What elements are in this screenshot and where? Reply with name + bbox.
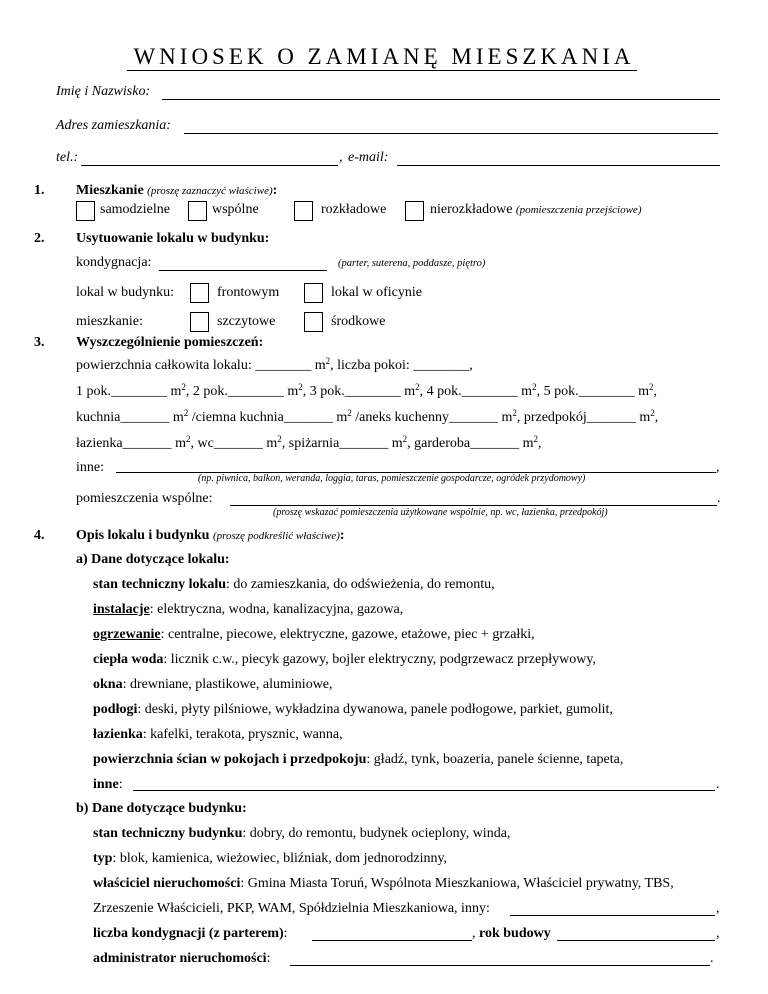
b-floors-colon: : <box>283 926 288 941</box>
sup: 2 <box>415 382 420 392</box>
option-nierozkladowe-label: nierozkładowe <box>430 202 513 217</box>
bathroom-line[interactable] <box>76 436 542 452</box>
hallway: , przedpokój_______ m <box>516 410 651 425</box>
a-value: : licznik c.w., piecyk gazowy, bojler elektryczny, podgrzewacz przepływowy, <box>163 652 596 667</box>
a-value: : kafelki, terakota, prysznic, wanna, <box>142 727 343 742</box>
option-nierozkladowe <box>430 202 641 218</box>
a-row-bathroom[interactable] <box>93 727 343 743</box>
s4-title: Opis lokalu i budynku <box>76 528 210 543</box>
b-floors-field[interactable] <box>312 940 472 941</box>
s4-note: (proszę podkreślić właściwe) <box>212 530 340 542</box>
room-2: , 2 pok.________ m <box>185 384 299 399</box>
email-label: e-mail: <box>348 150 389 165</box>
a-row-condition[interactable] <box>93 577 495 593</box>
b-key: typ <box>93 851 113 866</box>
a-row-floors[interactable] <box>93 702 613 718</box>
a-value: : centralne, piecowe, elektryczne, gazowe, etażowe, piec + grzałki, <box>160 627 535 642</box>
b-floors-key: liczba kondygnacji (z parterem) <box>93 926 284 941</box>
rooms-count-text: , liczba pokoi: ________, <box>330 358 473 373</box>
a-key: łazienka <box>93 727 143 742</box>
a-key: inne <box>93 777 119 792</box>
a-row-windows[interactable] <box>93 677 333 693</box>
b-value: : blok, kamienica, wieżowiec, bliźniak, dom jednorodzinny, <box>112 851 448 866</box>
b-owner-continued: Zrzeszenie Właścicieli, PKP, WAM, Spółdzielnia Mieszkaniowa, inny: <box>93 901 490 916</box>
a-key: instalacje <box>93 602 150 617</box>
a-row-walls[interactable] <box>93 752 623 768</box>
total-area-text: powierzchnia całkowita lokalu: ________ m <box>76 358 326 373</box>
shared-field[interactable] <box>230 505 717 506</box>
wardrobe: , garderoba_______ m <box>407 436 534 451</box>
sup: 2 <box>186 434 191 444</box>
a-row-installations[interactable] <box>93 602 403 618</box>
b-row-owner[interactable] <box>93 876 674 892</box>
address-field[interactable] <box>184 133 718 134</box>
address-label: Adres zamieszkania: <box>56 118 171 133</box>
dark-kitchen: /ciemna kuchnia_______ m <box>188 410 348 425</box>
tel-label: tel.: <box>56 150 79 165</box>
rooms-end: , <box>653 384 657 399</box>
a-key: stan techniczny lokalu <box>93 577 227 592</box>
room-5: , 5 pok.________ m <box>536 384 649 399</box>
a-key: powierzchnia ścian w pokojach i przedpokoju <box>93 752 367 767</box>
total-area-line[interactable] <box>76 358 473 374</box>
a-value: : drewniane, plastikowe, aluminiowe, <box>122 677 333 692</box>
s4-colon: : <box>339 528 345 543</box>
email-field[interactable] <box>397 165 720 166</box>
b-value: : dobry, do remontu, budynek ocieplony, winda, <box>242 826 511 841</box>
location-label: lokal w budynku: <box>76 285 174 300</box>
shared-label: pomieszczenia wspólne: <box>76 491 213 506</box>
b-year-sep: , <box>472 926 476 941</box>
b-admin-label <box>93 951 270 967</box>
a-key: ciepła woda <box>93 652 164 667</box>
bathroom-end: , <box>538 436 542 451</box>
a-value: : gładź, tynk, boazeria, panele ścienne, tapeta, <box>366 752 624 767</box>
shared-note: (proszę wskazać pomieszczenia użytkowane wspólnie, np. wc, łazienka, przedpokój) <box>273 507 608 518</box>
tel-field[interactable] <box>81 165 338 166</box>
s2-title: Usytuowanie lokalu w budynku: <box>76 231 270 246</box>
option-oficyna: lokal w oficynie <box>331 285 422 300</box>
sup: 2 <box>512 408 517 418</box>
a-key: podłogi <box>93 702 138 717</box>
name-field[interactable] <box>162 99 720 100</box>
checkbox-wspolne[interactable] <box>188 201 207 221</box>
a-key: ogrzewanie <box>93 627 161 642</box>
checkbox-oficyna[interactable] <box>304 283 323 303</box>
a-row-hot-water[interactable] <box>93 652 596 668</box>
a-row-heating[interactable] <box>93 627 535 643</box>
bathroom: łazienka_______ m <box>76 436 187 451</box>
rooms-line[interactable] <box>76 384 657 400</box>
a-other-end: . <box>716 777 720 792</box>
room-1: 1 pok.________ m <box>76 384 182 399</box>
room-3: , 3 pok.________ m <box>302 384 416 399</box>
other-label: inne: <box>76 460 104 475</box>
b-year-field[interactable] <box>557 940 715 941</box>
email-separator: , <box>339 150 343 165</box>
s3-number: 3. <box>34 335 45 350</box>
b-owner-end: , <box>716 901 720 916</box>
kitchen-line[interactable] <box>76 410 658 426</box>
s3-title: Wyszczególnienie pomieszczeń: <box>76 335 264 350</box>
b-row-condition[interactable] <box>93 826 510 842</box>
b-admin-colon: : <box>266 951 271 966</box>
section-a-title: a) Dane dotyczące lokalu: <box>76 552 230 567</box>
sup: 2 <box>402 434 408 444</box>
checkbox-nierozkladowe[interactable] <box>405 201 424 221</box>
a-other-field[interactable] <box>133 790 715 791</box>
a-value: : deski, płyty pilśniowe, wykładzina dywanowa, panele podłogowe, parkiet, gumolit, <box>137 702 613 717</box>
sup: 2 <box>181 382 186 392</box>
b-admin-key: administrator nieruchomości <box>93 951 267 966</box>
nierozkladowe-note: (pomieszczenia przejściowe) <box>515 204 642 216</box>
option-samodzielne: samodzielne <box>100 202 170 217</box>
b-year-key: rok budowy <box>479 926 551 941</box>
sup: 2 <box>533 434 539 444</box>
checkbox-frontowym[interactable] <box>190 283 209 303</box>
sup: 2 <box>347 408 352 418</box>
sup: 2 <box>648 382 654 392</box>
page-title: WNIOSEK O ZAMIANĘ MIESZKANIA <box>133 44 635 69</box>
option-srodkowe: środkowe <box>331 314 386 329</box>
kitchen: kuchnia_______ m <box>76 410 184 425</box>
option-rozkladowe: rozkładowe <box>321 202 387 217</box>
sup: 2 <box>183 408 189 418</box>
floor-field[interactable] <box>159 270 327 271</box>
checkbox-szczytowe[interactable] <box>190 312 209 332</box>
kitchen-end: , <box>654 410 659 425</box>
floor-label: kondygnacja: <box>76 255 152 270</box>
b-row-type[interactable] <box>93 851 447 867</box>
b-key: stan techniczny budynku <box>93 826 243 841</box>
sup: 2 <box>277 434 282 444</box>
checkbox-samodzielne[interactable] <box>76 201 95 221</box>
b-admin-field[interactable] <box>290 965 710 966</box>
b-value: : Gmina Miasta Toruń, Wspólnota Mieszkaniowa, Właściciel prywatny, TBS, <box>240 876 674 891</box>
sup: 2 <box>650 408 655 418</box>
s4-heading <box>76 528 345 544</box>
pantry: , spiżarnia_______ m <box>281 436 403 451</box>
a-key: okna <box>93 677 123 692</box>
b-key: właściciel nieruchomości <box>93 876 241 891</box>
flat-label: mieszkanie: <box>76 314 143 329</box>
sup: 2 <box>325 356 331 366</box>
kitchen-annex: /aneks kuchenny_______ m <box>351 410 513 425</box>
a-value: : <box>118 777 123 792</box>
checkbox-rozkladowe[interactable] <box>294 201 313 221</box>
s1-number: 1. <box>34 183 45 198</box>
option-wspolne: wspólne <box>212 202 259 217</box>
b-admin-end: . <box>710 951 714 966</box>
option-szczytowe: szczytowe <box>217 314 276 329</box>
s1-heading <box>76 183 277 199</box>
b-year-label <box>472 926 551 942</box>
sup: 2 <box>532 382 537 392</box>
checkbox-srodkowe[interactable] <box>304 312 323 332</box>
a-value: : do zamieszkania, do odświeżenia, do remontu, <box>226 577 495 592</box>
name-label: Imię i Nazwisko: <box>56 84 151 99</box>
s1-colon: : <box>272 183 278 198</box>
sup: 2 <box>298 382 303 392</box>
b-owner-other-field[interactable] <box>510 915 715 916</box>
s1-title: Mieszkanie <box>76 183 144 198</box>
s4-number: 4. <box>34 528 45 543</box>
shared-end: . <box>717 491 721 506</box>
b-floors-label <box>93 926 288 942</box>
wc: , wc_______ m <box>190 436 278 451</box>
s1-note: (proszę zaznaczyć właściwe) <box>147 185 273 197</box>
title-underline <box>127 70 637 71</box>
option-frontowym: frontowym <box>217 285 280 300</box>
a-value: : elektryczna, wodna, kanalizacyjna, gazowa, <box>149 602 404 617</box>
a-row-other <box>93 777 123 793</box>
other-note: (np. piwnica, balkon, weranda, loggia, taras, pomieszczenie gospodarcze, ogródek przydomowy) <box>198 473 586 484</box>
floor-note: (parter, suterena, poddasze, piętro) <box>338 258 486 269</box>
room-4: , 4 pok.________ m <box>419 384 533 399</box>
s2-number: 2. <box>34 231 45 246</box>
other-end: , <box>716 460 720 475</box>
section-b-title: b) Dane dotyczące budynku: <box>76 801 247 816</box>
b-year-end: , <box>716 926 720 941</box>
